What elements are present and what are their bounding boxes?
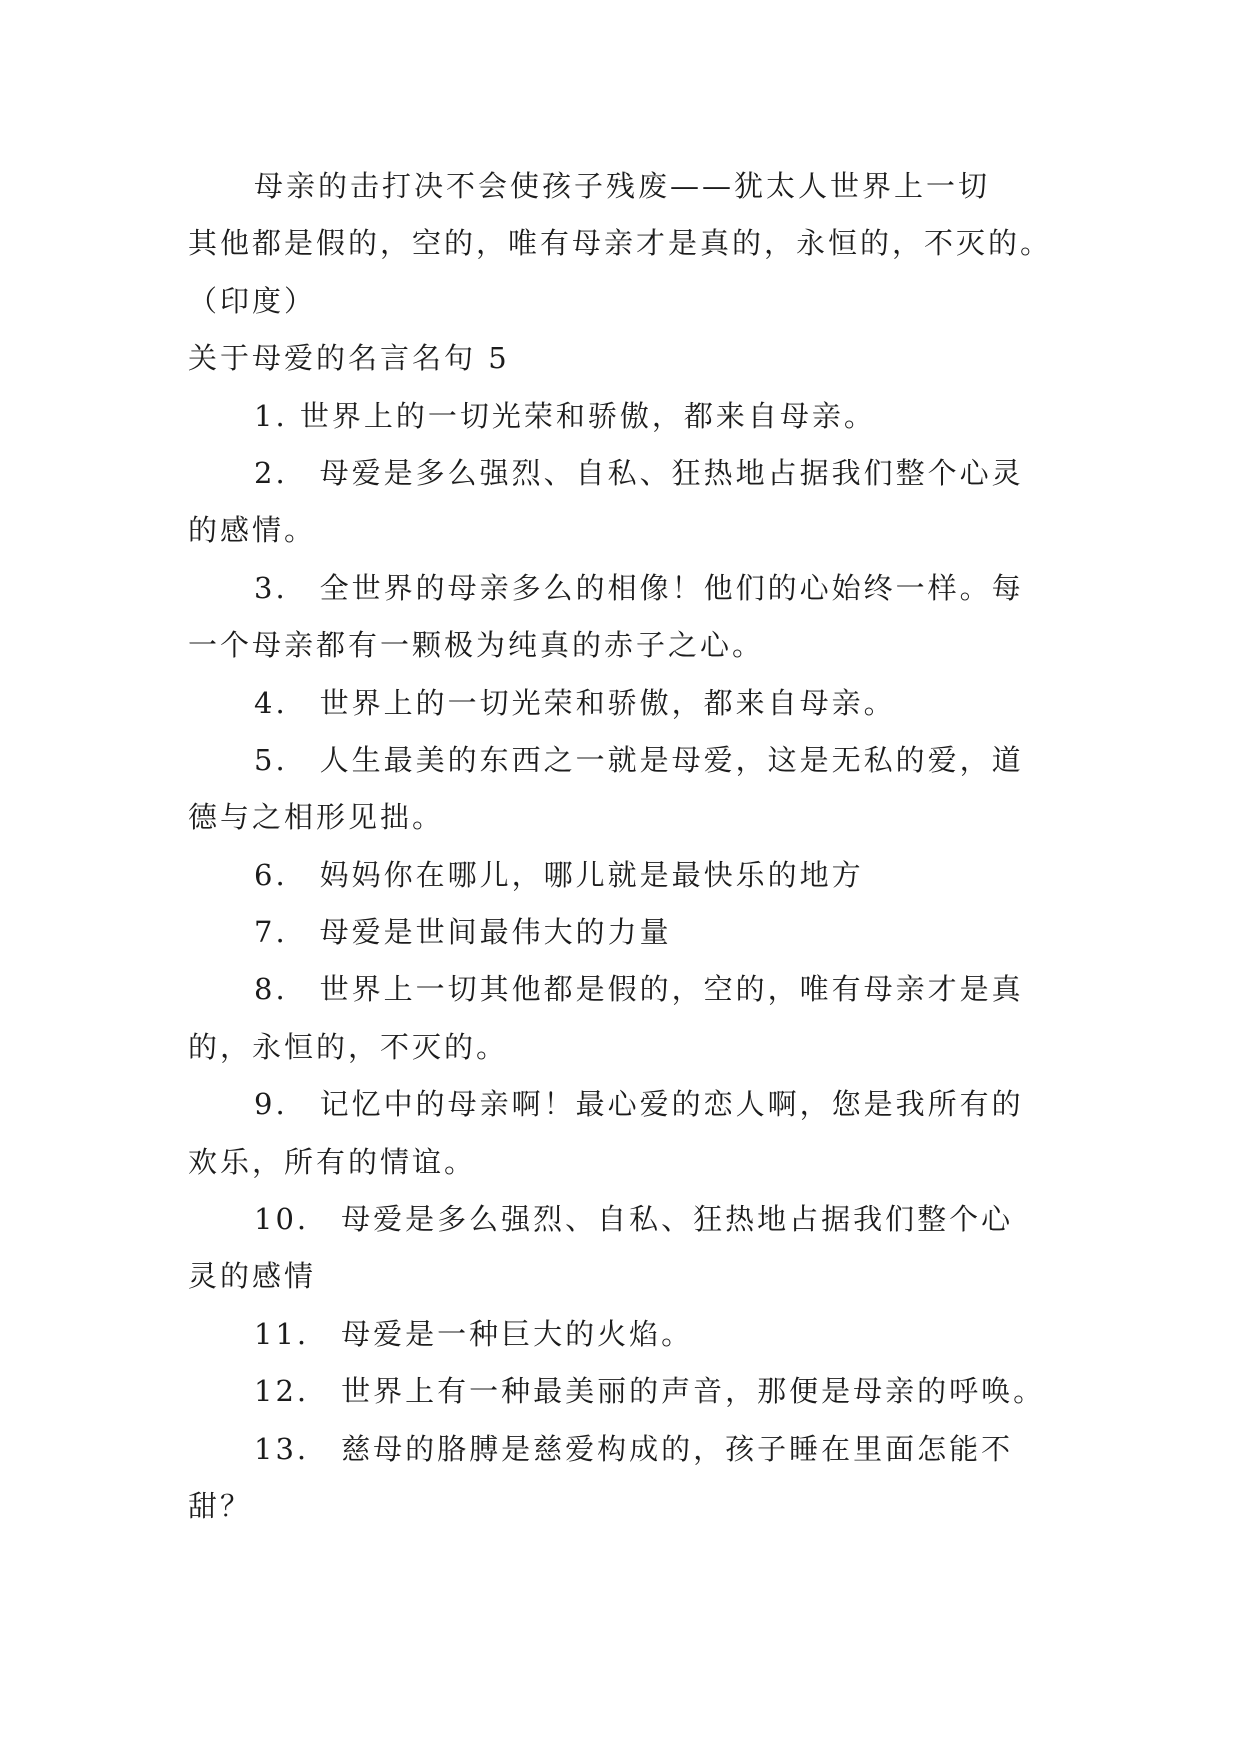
intro-line: 母亲的击打决不会使孩子残废——犹太人世界上一切 — [254, 169, 991, 203]
quote-line: 7. 母爱是世间最伟大的力量 — [254, 915, 672, 950]
quote-line: 一个母亲都有一颗极为纯真的赤子之心。 — [188, 628, 765, 663]
intro-line: （印度） — [188, 283, 317, 318]
document-body — [188, 158, 1058, 1535]
quote-line: 4. 世界上的一切光荣和骄傲，都来自母亲。 — [254, 685, 896, 720]
quote-line: 10. 母爱是多么强烈、自私、狂热地占据我们整个心 — [254, 1202, 1014, 1237]
quote-line: 3. 全世界的母亲多么的相像！他们的心始终一样。每 — [254, 570, 1024, 605]
quote-line: 1. 世界上的一切光荣和骄傲，都来自母亲。 — [254, 398, 876, 433]
quote-line: 的，永恒的，不灭的。 — [188, 1029, 509, 1064]
quote-line: 欢乐，所有的情谊。 — [188, 1144, 477, 1179]
quote-line: 2. 母爱是多么强烈、自私、狂热地占据我们整个心灵 — [254, 455, 1024, 490]
quote-line: 13. 慈母的胳膊是慈爱构成的，孩子睡在里面怎能不 — [254, 1431, 1014, 1466]
quote-line: 6. 妈妈你在哪儿，哪儿就是最快乐的地方 — [254, 857, 864, 892]
quote-line: 8. 世界上一切其他都是假的，空的，唯有母亲才是真 — [254, 972, 1024, 1007]
quote-line: 的感情。 — [188, 513, 317, 548]
quote-line: 12. 世界上有一种最美丽的声音，那便是母亲的呼唤。 — [254, 1374, 1046, 1409]
quote-line: 9. 记忆中的母亲啊！最心爱的恋人啊，您是我所有的 — [254, 1087, 1024, 1122]
quote-line: 德与之相形见拙。 — [188, 800, 445, 835]
quote-line: 甜？ — [188, 1488, 253, 1523]
quote-line: 5. 人生最美的东西之一就是母爱，这是无私的爱，道 — [254, 742, 1024, 777]
intro-line: 其他都是假的，空的，唯有母亲才是真的，永恒的，不灭的。 — [188, 226, 1053, 261]
quote-line: 灵的感情 — [188, 1259, 317, 1294]
section-heading: 关于母爱的名言名句 5 — [188, 341, 510, 376]
quote-line: 11. 母爱是一种巨大的火焰。 — [254, 1316, 694, 1351]
